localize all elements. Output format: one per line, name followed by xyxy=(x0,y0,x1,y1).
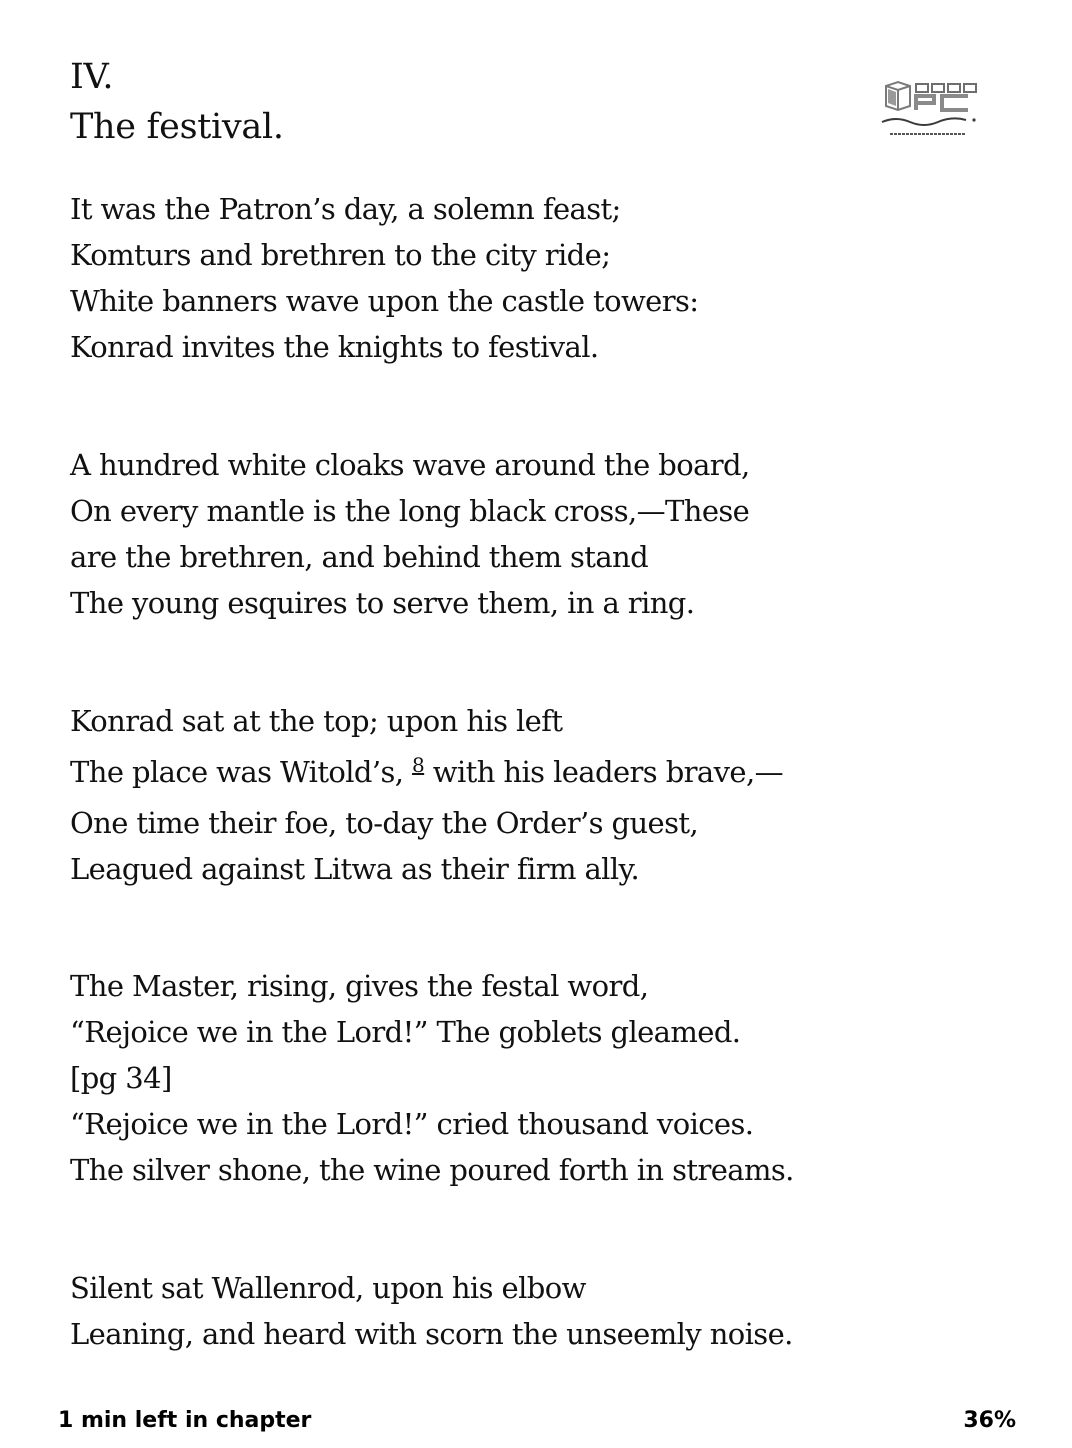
verse-line: Konrad sat at the top; upon his left xyxy=(70,704,563,738)
stanza-1 xyxy=(70,186,698,370)
chapter-heading xyxy=(70,52,284,152)
footnote-link[interactable]: 8 xyxy=(412,753,425,777)
verse-line: A hundred white cloaks wave around the board, xyxy=(70,448,750,482)
stanza-2 xyxy=(70,442,750,626)
stanza-4 xyxy=(70,963,794,1193)
verse-line: White banners wave upon the castle towers: xyxy=(70,284,699,318)
verse-line: The young esquires to serve them, in a ring. xyxy=(70,586,695,620)
verse-line xyxy=(70,744,783,800)
verse-text: with his leaders brave,— xyxy=(424,755,783,789)
page-marker: [pg 34] xyxy=(70,1061,172,1095)
verse-line: The silver shone, the wine poured forth in streams. xyxy=(70,1153,794,1187)
verse-text: The place was Witold’s, xyxy=(70,755,413,789)
chapter-number: IV. xyxy=(70,57,114,97)
verse-line: are the brethren, and behind them stand xyxy=(70,540,649,574)
verse-line: It was the Patron’s day, a solemn feast; xyxy=(70,192,621,226)
verse-line: The Master, rising, gives the festal word, xyxy=(70,969,649,1003)
stanza-3 xyxy=(70,698,783,892)
chapter-time-left: 1 min left in chapter xyxy=(58,1408,312,1433)
verse-line: On every mantle is the long black cross,—These xyxy=(70,494,750,528)
verse-line: “Rejoice we in the Lord!” cried thousand voices. xyxy=(70,1107,754,1141)
verse-line: “Rejoice we in the Lord!” The goblets gleamed. xyxy=(70,1015,741,1049)
chapter-title: The festival. xyxy=(70,107,284,147)
verse-line: One time their foe, to-day the Order’s guest, xyxy=(70,806,699,840)
purepc-logo-icon xyxy=(876,80,980,142)
verse-line: Konrad invites the knights to festival. xyxy=(70,330,599,364)
verse-line: Leagued against Litwa as their firm ally. xyxy=(70,852,640,886)
verse-line: Leaning, and heard with scorn the unseemly noise. xyxy=(70,1317,793,1351)
stanza-5 xyxy=(70,1265,793,1357)
verse-line: Silent sat Wallenrod, upon his elbow xyxy=(70,1271,586,1305)
verse-line: Komturs and brethren to the city ride; xyxy=(70,238,611,272)
reading-progress: 36% xyxy=(963,1408,1016,1433)
